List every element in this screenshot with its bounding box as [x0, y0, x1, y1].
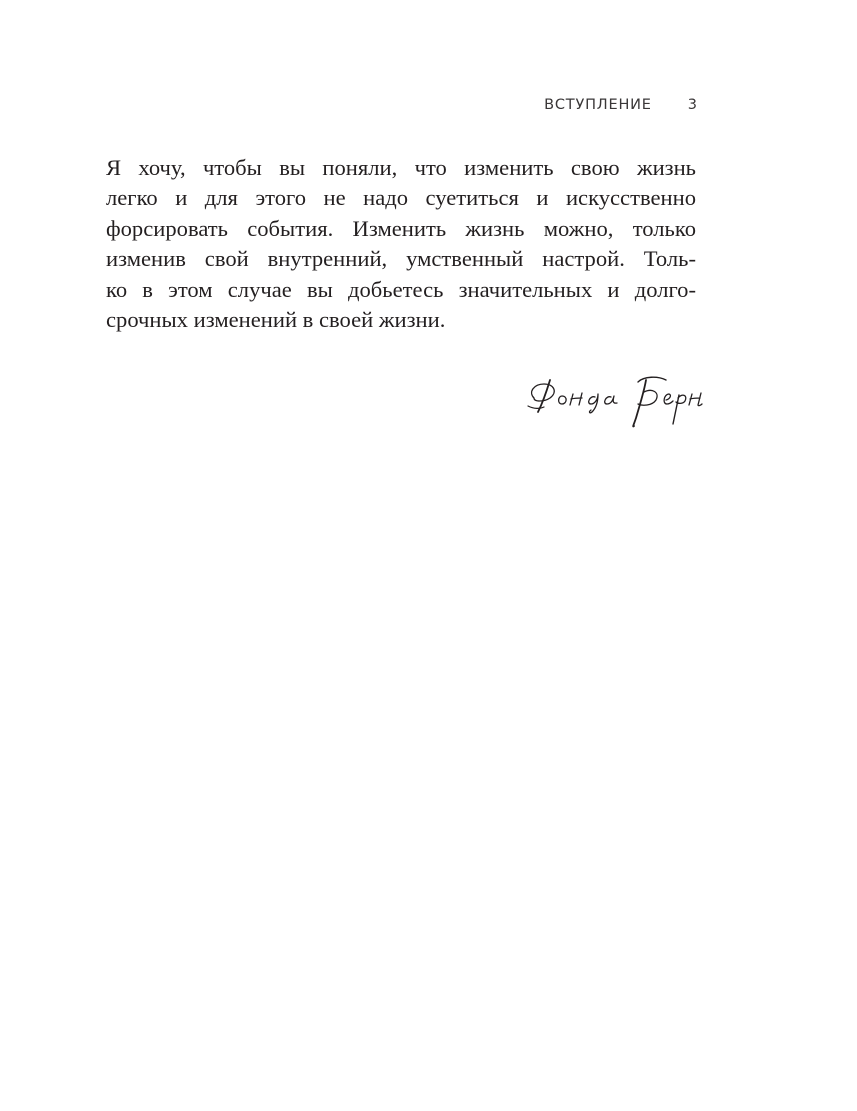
page-number: 3 — [687, 97, 697, 113]
paragraph-line: изменив свой внутренний, умственный настрой. Толь- — [106, 246, 696, 272]
running-header — [544, 97, 697, 113]
signature-drawing — [520, 362, 705, 440]
paragraph-line: Я хочу, чтобы вы поняли, что изменить свою жизнь — [106, 155, 696, 180]
body-paragraph — [106, 153, 696, 335]
paragraph-line: форсировать события. Изменить жизнь можно, только — [106, 215, 696, 241]
paragraph-line: ко в этом случае вы добьетесь значительных и долго- — [106, 276, 696, 302]
paragraph-line: легко и для этого не надо суетиться и искусственно — [106, 185, 696, 211]
section-title: ВСТУПЛЕНИЕ — [544, 97, 652, 113]
author-signature — [520, 362, 705, 440]
paragraph-line: срочных изменений в своей жизни. — [106, 306, 446, 332]
